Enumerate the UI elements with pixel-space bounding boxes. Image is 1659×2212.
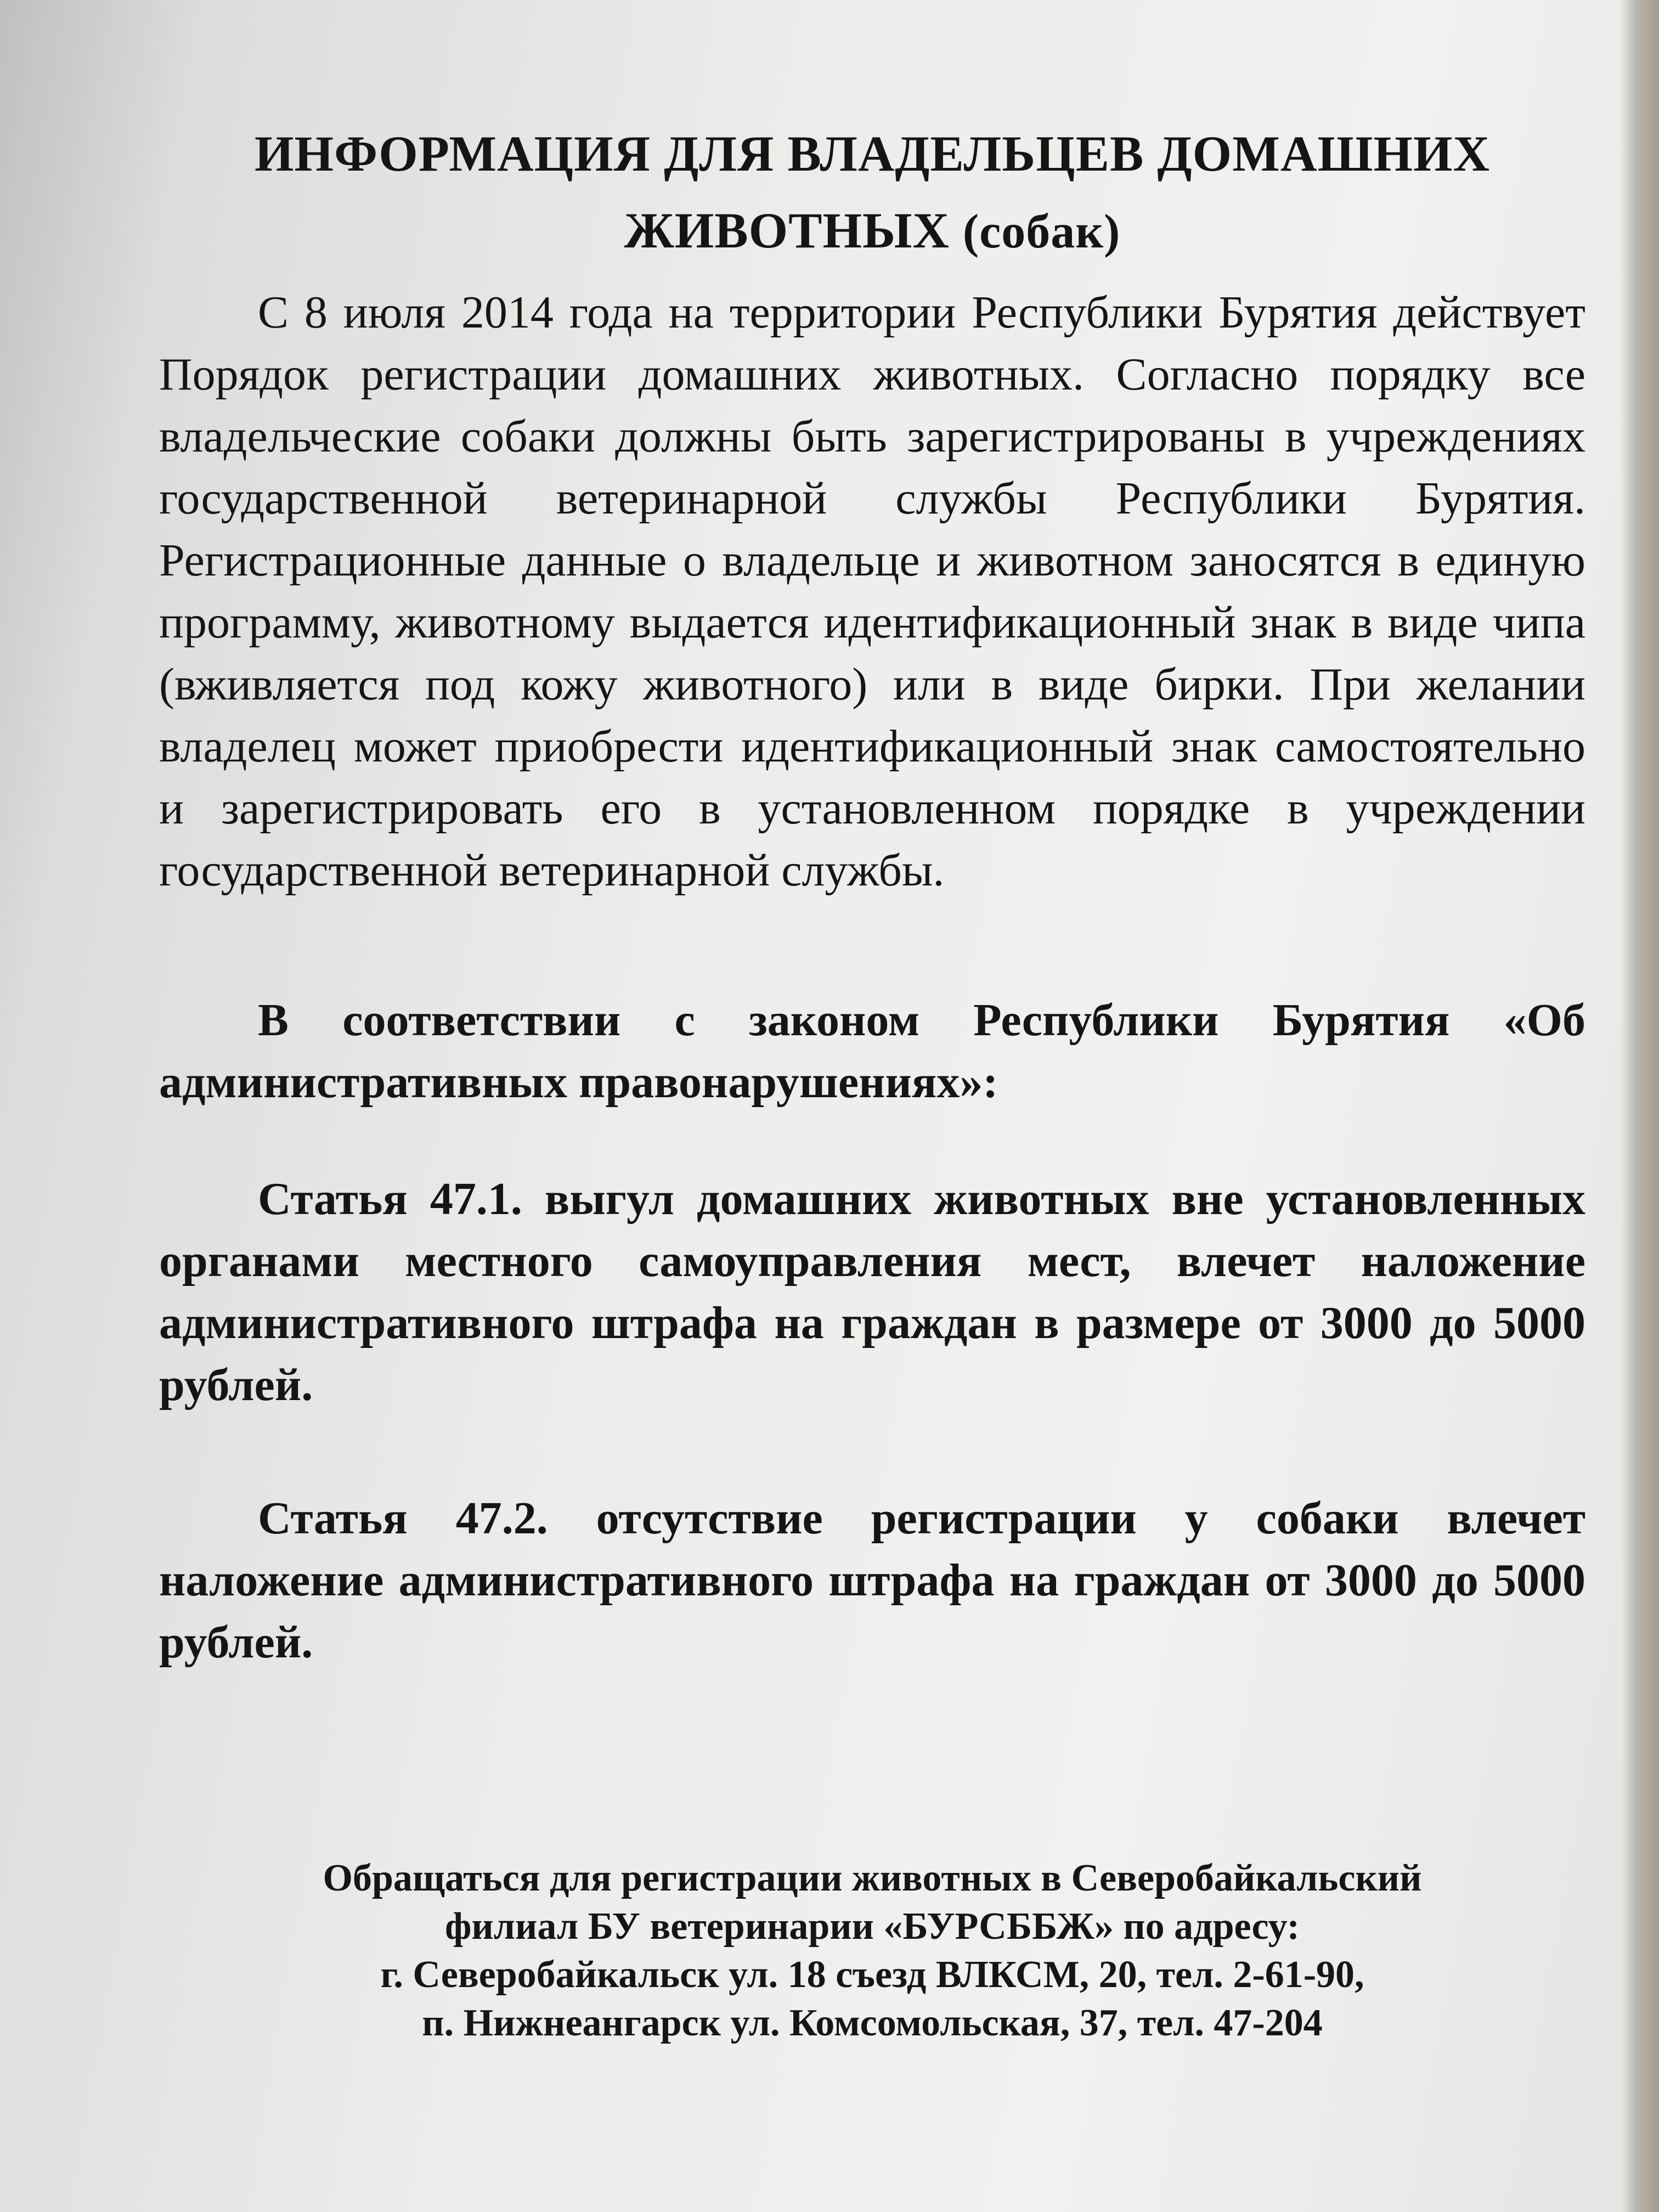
article-47-2: Статья 47.2. отсутствие регистрации у собаки влечет наложение административного штрафа на граждан от 3000 до 5000 рублей. (159, 1493, 1585, 1668)
law-reference: В соответствии с законом Республики Бурятия «Об административных правонарушениях»: (159, 995, 1585, 1108)
intro-paragraph: С 8 июля 2014 года на территории Республики Бурятия действует Порядок регистрации домашних животных. Согласно порядку все владельческие собаки должны быть зарегистрированы в учреждениях государственной ветеринарной службы Республики Бурятия. Регистрационные данные о владельце и животном заносятся в единую программу, животному выдается идентификационный знак в виде чипа (вживляется под кожу животного) или в виде бирки. При желании владелец может приобрести идентификационный знак самостоятельно и зарегистрировать его в установленном порядке в учреждении государственной ветеринарной службы. (159, 287, 1585, 896)
contact-line-3: г. Северобайкальск ул. 18 съезд ВЛКСМ, 20, тел. 2-61-90, (380, 1954, 1364, 1996)
page-title (159, 115, 1585, 270)
title-line-2-sub: (собак) (962, 205, 1121, 258)
title-line-2: ЖИВОТНЫХ (624, 202, 950, 258)
article-47-1: Статья 47.1. выгул домашних животных вне установленных органами местного самоуправления мест, влечет наложение административного штрафа на граждан в размере от 3000 до 5000 рублей. (159, 1173, 1585, 1410)
title-line-1: ИНФОРМАЦИЯ ДЛЯ ВЛАДЕЛЬЦЕВ ДОМАШНИХ (254, 126, 1491, 182)
contact-block (159, 1854, 1585, 2047)
notice-sheet (159, 115, 1585, 2047)
contact-line-4: п. Нижнеангарск ул. Комсомольская, 37, тел. 47-204 (422, 2002, 1323, 2044)
contact-line-1: Обращаться для регистрации животных в Северобайкальский (323, 1857, 1422, 1899)
paper-edge (1621, 0, 1659, 2212)
contact-line-2: филиал БУ ветеринарии «БУРСББЖ» по адресу: (445, 1905, 1300, 1948)
